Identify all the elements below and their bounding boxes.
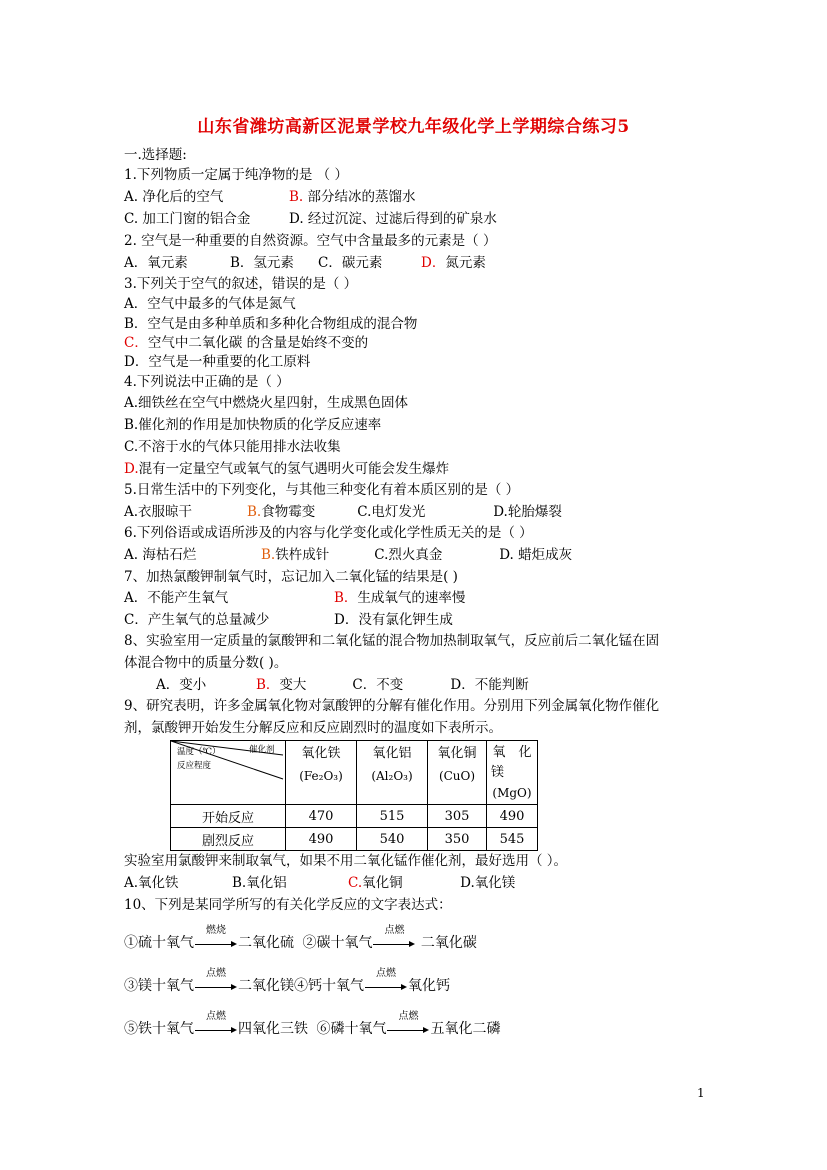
q7-options-ab <box>124 588 465 608</box>
page-title: 山东省潍坊高新区泥景学校九年级化学上学期综合练习5 <box>197 117 630 137</box>
eq-number: ⑥ <box>316 1021 331 1037</box>
q7-option-b-text: 生成氧气的速率慢 <box>357 590 466 606</box>
q3-option-a: A．空气中最多的气体是氮气 <box>124 296 296 312</box>
q7-option-c: C．产生氧气的总量减少 <box>124 612 270 628</box>
header-name: 氧化铜 <box>437 746 477 761</box>
q9-option-c-text: 氧化铜 <box>362 875 403 891</box>
q5-option-a: A.衣服晾干 <box>124 504 193 520</box>
eq-reactants: 铁十氧气 <box>138 1021 194 1037</box>
q2-option-d-letter: D． <box>421 255 446 271</box>
q7-option-b-letter: B． <box>334 590 358 606</box>
eq-condition: 点燃 <box>376 968 396 979</box>
table-cell: 545 <box>487 828 538 851</box>
eq-product: 四氧化三铁 <box>238 1021 308 1037</box>
q1-option-b-letter: B. <box>289 189 304 205</box>
q8-option-a: A．变小 <box>156 677 207 693</box>
corner-degree-label: 反应程度 <box>177 761 212 771</box>
header-name: 氧 化 <box>492 745 532 760</box>
q8-options <box>156 675 529 695</box>
q4-option-d <box>124 459 449 479</box>
q6-options <box>124 545 572 565</box>
eq-reactants: 碳十氧气 <box>316 935 373 951</box>
q10-stem: 10、下列是某同学所写的有关化学反应的文字表达式： <box>124 897 452 913</box>
eq-number: ② <box>302 935 317 951</box>
section-heading: 一.选择题: <box>124 147 187 163</box>
q1-option-c: C. 加工门窗的铝合金 <box>124 211 251 227</box>
q6-option-b-text: 铁杵成针 <box>275 547 330 563</box>
eq-number: ④ <box>294 978 308 994</box>
reaction-arrow-icon <box>387 1011 429 1036</box>
header-name-2: 镁 <box>491 765 505 780</box>
table-header-row <box>171 741 538 805</box>
eq-reactants: 镁十氧气 <box>138 978 194 994</box>
eq-number: ⑤ <box>124 1021 138 1037</box>
eq-reactants: 磷十氧气 <box>330 1021 387 1037</box>
eq-product: 二氧化镁 <box>238 978 294 994</box>
q1-option-d: D. 经过沉淀、过滤后得到的矿泉水 <box>289 211 497 227</box>
q9-option-b: B.氧化铝 <box>232 875 287 891</box>
q7-option-a: A．不能产生氧气 <box>124 590 229 606</box>
table-cell: 515 <box>357 805 428 828</box>
q9-option-d: D.氧化镁 <box>460 875 516 891</box>
header-name: 氧化铁 <box>301 746 341 761</box>
q8-option-b-letter: B． <box>256 677 280 693</box>
q4-option-c: C.不溶于水的气体只能用排水法收集 <box>124 439 341 455</box>
q5-stem: 5.日常生活中的下列变化，与其他三种变化有着本质区别的是（ ） <box>124 482 520 498</box>
eq-condition: 点燃 <box>384 925 405 936</box>
q3-stem: 3.下列关于空气的叙述，错误的是（ ） <box>124 276 358 292</box>
q2-option-b: B．氢元素 <box>230 255 294 271</box>
q4-option-d-text: 混有一定量空气或氧气的氢气遇明火可能会发生爆炸 <box>138 461 450 477</box>
q8-option-c: C．不变 <box>352 677 404 693</box>
q4-option-a: A.细铁丝在空气中燃烧火星四射，生成黑色固体 <box>124 395 409 411</box>
header-al2o3 <box>357 741 428 805</box>
q2-option-d-text: 氮元素 <box>445 255 486 271</box>
reaction-arrow-icon <box>365 968 407 993</box>
corner-temp-label: 温度（℃） <box>177 747 221 757</box>
eq-number: ① <box>124 935 138 951</box>
q2-option-c: C．碳元素 <box>318 255 383 271</box>
table-cell: 490 <box>487 805 538 828</box>
eq-condition: 点燃 <box>206 968 226 979</box>
eq-number: ③ <box>124 978 138 994</box>
q5-options <box>124 502 562 522</box>
table-corner-cell <box>171 741 286 805</box>
q8-stem-line2: 体混合物中的质量分数( )。 <box>124 655 288 671</box>
eq-reactants: 钙十氧气 <box>308 978 364 994</box>
q9-option-c-letter: C. <box>348 875 363 891</box>
eq-product: 氧化钙 <box>408 978 450 994</box>
table-cell: 350 <box>428 828 487 851</box>
q3-option-d: D．空气是一种重要的化工原料 <box>124 354 311 370</box>
equation-row-1 <box>124 925 477 952</box>
q7-options-cd <box>124 610 453 630</box>
q7-option-d: D．没有氯化钾生成 <box>334 612 453 628</box>
header-fe2o3 <box>286 741 357 805</box>
q8-stem-line1: 8、实验室用一定质量的氯酸钾和二氧化锰的混合物加热制取氧气，反应前后二氧化锰在固 <box>124 633 660 649</box>
q5-option-b-text: 食物霉变 <box>261 504 316 520</box>
equation-row-2 <box>124 968 450 995</box>
q2-option-a: A．氧元素 <box>124 255 188 271</box>
q5-option-b-letter: B. <box>247 504 262 520</box>
q4-option-b: B.催化剂的作用是加快物质的化学反应速率 <box>124 417 382 433</box>
q2-options <box>124 253 486 273</box>
q9-stem-line2: 剂，氯酸钾开始发生分解反应和反应剧烈时的温度如下表所示。 <box>124 720 502 736</box>
eq-reactants: 硫十氧气 <box>138 935 194 951</box>
q6-stem: 6.下列俗语或成语所涉及的内容与化学变化或化学性质无关的是（ ） <box>124 525 533 541</box>
header-formula: (Fe₂O₃) <box>299 769 343 783</box>
q9-options <box>124 873 515 893</box>
table-cell: 305 <box>428 805 487 828</box>
equation-row-3 <box>124 1011 501 1038</box>
q9-stem-line1: 9、研究表明，许多金属氧化物对氯酸钾的分解有催化作用。分别用下列金属氧化物作催化 <box>124 698 660 714</box>
q1-option-a: A. 净化后的空气 <box>124 189 224 205</box>
q3-option-c-text: 空气中二氧化碳 的含量是始终不变的 <box>147 335 369 351</box>
corner-catalyst-label: 催化剂 <box>249 745 275 755</box>
reaction-arrow-icon <box>195 968 237 993</box>
table-cell: 490 <box>286 828 357 851</box>
q9-followup: 实验室用氯酸钾来制取氧气，如果不用二氧化锰作催化剂，最好选用（ ）。 <box>124 853 568 869</box>
reaction-arrow-icon <box>195 1011 237 1036</box>
table-row <box>171 828 538 851</box>
q1-options-cd <box>124 209 497 229</box>
q2-stem: 2. 空气是一种重要的自然资源。空气中含量最多的元素是（ ） <box>124 233 497 249</box>
header-cuo <box>428 741 487 805</box>
eq-condition: 点燃 <box>398 1011 419 1022</box>
q3-option-c <box>124 333 368 353</box>
q6-option-b-letter: B. <box>261 547 276 563</box>
q5-option-c: C.电灯发光 <box>357 504 426 520</box>
eq-condition: 燃烧 <box>206 925 226 936</box>
header-name: 氧化铝 <box>372 746 412 761</box>
q4-stem: 4.下列说法中正确的是（ ） <box>124 374 290 390</box>
q1-option-b-text: 部分结冰的蒸馏水 <box>303 189 416 205</box>
header-formula: (Al₂O₃) <box>371 769 413 783</box>
q5-option-d: D.轮胎爆裂 <box>493 504 562 520</box>
row-label: 开始反应 <box>171 805 286 828</box>
page-number: 1 <box>697 1086 705 1100</box>
q8-option-b-text: 变大 <box>279 677 307 693</box>
q3-option-b: B．空气是由多种单质和多种化合物组成的混合物 <box>124 316 418 332</box>
eq-product: 二氧化硫 <box>238 935 294 951</box>
table-row <box>171 805 538 828</box>
q6-option-c: C.烈火真金 <box>374 547 443 563</box>
reaction-arrow-icon <box>195 925 237 950</box>
header-formula: (CuO) <box>438 769 476 783</box>
q7-stem: 7、加热氯酸钾制氧气时，忘记加入二氧化锰的结果是( ) <box>124 569 458 585</box>
q4-option-d-letter: D. <box>124 461 139 477</box>
eq-condition: 点燃 <box>206 1011 226 1022</box>
header-formula: (MgO) <box>492 786 532 800</box>
q1-options-ab <box>124 187 416 207</box>
table-cell: 540 <box>357 828 428 851</box>
header-mgo <box>487 741 538 805</box>
q9-option-a: A.氧化铁 <box>124 875 179 891</box>
eq-product: 五氧化二磷 <box>430 1021 501 1037</box>
q1-stem: 1.下列物质一定属于纯净物的是 （ ） <box>124 167 348 183</box>
q6-option-d: D. 蜡炬成灰 <box>499 547 573 563</box>
q8-option-d: D．不能判断 <box>450 677 529 693</box>
row-label: 剧烈反应 <box>171 828 286 851</box>
q6-option-a: A. 海枯石烂 <box>124 547 197 563</box>
q3-option-c-letter: C． <box>124 335 148 351</box>
reaction-arrow-icon <box>373 925 415 950</box>
table-cell: 470 <box>286 805 357 828</box>
eq-product: 二氧化碳 <box>416 935 477 951</box>
catalyst-temperature-table <box>170 740 538 851</box>
